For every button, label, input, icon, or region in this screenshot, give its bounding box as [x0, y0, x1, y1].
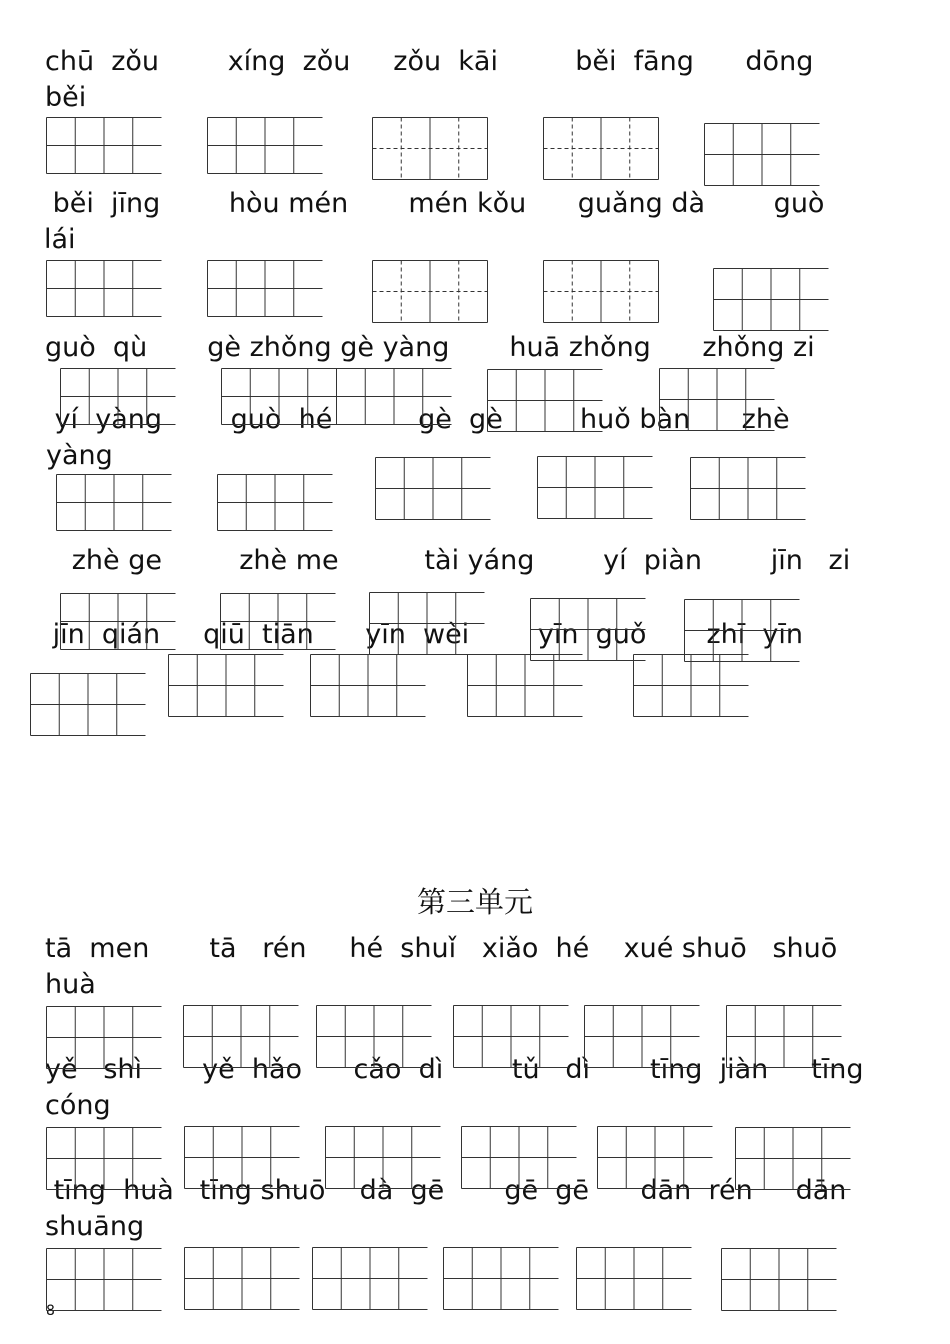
writing-grid [721, 1248, 837, 1311]
unit-title: 第三单元 [416, 885, 533, 919]
writing-grid [690, 457, 806, 520]
writing-grid [467, 654, 583, 717]
writing-grid [183, 1005, 299, 1068]
writing-grid [184, 1247, 300, 1310]
pinyin-row-unit3-1: tā men tā rén hé shuǐ xiǎo hé xué shuō shuō huà [45, 933, 838, 1000]
writing-grid [325, 1126, 441, 1189]
writing-grid [530, 598, 646, 661]
writing-grid [310, 654, 426, 717]
pinyin-row-3: guò qù gè zhǒng gè yàng huā zhǒng zhǒng zi [45, 332, 815, 363]
writing-grid [168, 654, 284, 717]
writing-grid [487, 369, 603, 432]
writing-grid [659, 368, 775, 431]
writing-grid [369, 592, 485, 655]
writing-grid [704, 123, 820, 186]
writing-grid [713, 268, 829, 331]
pinyin-row-unit3-3: tīng huà tīng shuō dà gē gē gē dān rén dān shuāng [45, 1175, 847, 1242]
writing-grid [537, 456, 653, 519]
writing-grid [372, 260, 488, 323]
writing-grid [461, 1126, 577, 1189]
writing-grid [576, 1247, 692, 1310]
writing-grid [443, 1247, 559, 1310]
writing-grid [684, 599, 800, 662]
writing-grid [56, 474, 172, 531]
writing-grid [375, 457, 491, 520]
writing-grid [184, 1126, 300, 1189]
writing-grid [372, 117, 488, 180]
writing-grid [30, 673, 146, 736]
pinyin-row-1: chū zǒu xíng zǒu zǒu kāi běi fāng dōng běi [45, 46, 814, 113]
page-number: 8 [46, 1303, 55, 1319]
writing-grid [543, 117, 659, 180]
writing-grid [46, 117, 162, 174]
writing-grid [220, 593, 336, 650]
pinyin-row-5: zhè ge zhè me tài yáng yí piàn jīn zi [46, 545, 851, 576]
writing-grid [207, 117, 323, 174]
writing-grid [316, 1005, 432, 1068]
writing-grid [60, 368, 176, 425]
writing-grid [633, 654, 749, 717]
writing-grid [217, 474, 333, 531]
writing-grid [46, 1248, 162, 1311]
writing-grid [543, 260, 659, 323]
pinyin-row-4: yí yàng guò hé gè gè huǒ bàn zhè yàng [46, 404, 790, 471]
pinyin-row-6: jīn qián qiū tiān yīn wèi yīn guǒ zhī yīn [44, 619, 803, 650]
writing-grid [46, 1006, 162, 1069]
writing-grid [584, 1005, 700, 1068]
writing-grid [453, 1005, 569, 1068]
writing-grid [221, 368, 452, 425]
writing-grid [726, 1005, 842, 1068]
pinyin-row-2: běi jīng hòu mén mén kǒu guǎng dà guò lái [44, 188, 825, 255]
writing-grid [735, 1127, 851, 1190]
writing-grid [597, 1126, 713, 1189]
writing-grid [312, 1247, 428, 1310]
writing-grid [207, 260, 323, 317]
writing-grid [46, 260, 162, 317]
writing-grid [46, 1127, 162, 1190]
pinyin-row-unit3-2: yě shì yě hǎo cǎo dì tǔ dì tīng jiàn tīng cóng [45, 1054, 864, 1121]
writing-grid [60, 593, 176, 650]
